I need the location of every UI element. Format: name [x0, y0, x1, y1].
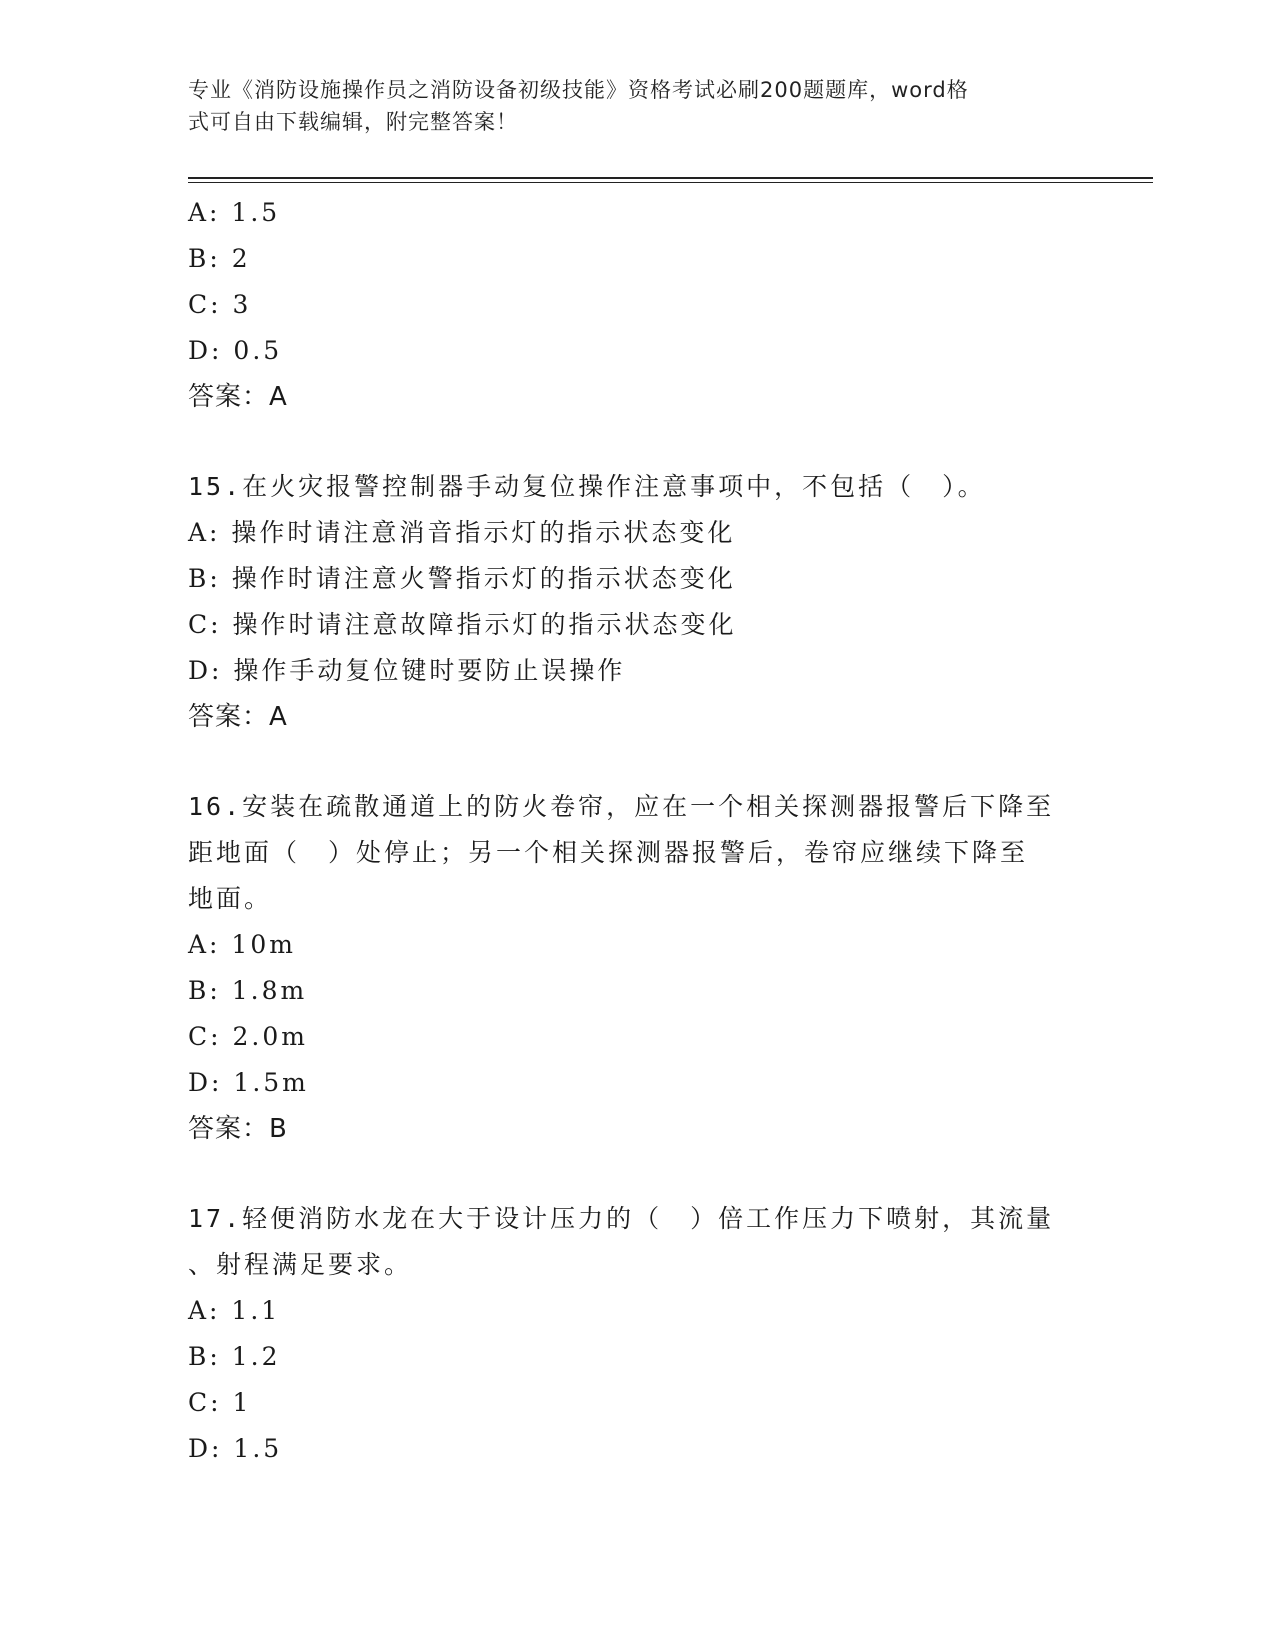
question-14-option-d: D: 0.5	[188, 336, 283, 365]
question-15-option-b: B: 操作时请注意火警指示灯的指示状态变化	[188, 564, 736, 593]
question-17-option-d: D: 1.5	[188, 1434, 283, 1463]
question-16-stem-line-1: 16.安装在疏散通道上的防火卷帘，应在一个相关探测器报警后下降至	[188, 792, 1055, 821]
question-17-option-b: B: 1.2	[188, 1342, 281, 1371]
question-14-option-c: C: 3	[188, 290, 252, 319]
question-16-option-b: B: 1.8m	[188, 976, 308, 1005]
header-divider-thick	[188, 177, 1153, 179]
header-line-1: 专业《消防设施操作员之消防设备初级技能》资格考试必刷200题题库，word格	[188, 78, 969, 102]
spacer	[188, 740, 1088, 784]
question-17-stem-line-2: 、射程满足要求。	[188, 1250, 413, 1279]
question-15-option-d: D: 操作手动复位键时要防止误操作	[188, 656, 626, 685]
question-14-answer: 答案：A	[188, 382, 288, 412]
question-list	[188, 190, 1088, 1472]
question-15	[188, 464, 1088, 740]
document-header	[188, 74, 1068, 138]
spacer	[188, 420, 1088, 464]
question-16-answer: 答案：B	[188, 1114, 288, 1144]
question-15-option-a: A: 操作时请注意消音指示灯的指示状态变化	[188, 518, 736, 547]
question-15-answer: 答案：A	[188, 702, 288, 732]
header-line-2: 式可自由下载编辑，附完整答案！	[188, 110, 518, 134]
question-16-option-d: D: 1.5m	[188, 1068, 309, 1097]
question-15-stem: 15.在火灾报警控制器手动复位操作注意事项中，不包括（ ）。	[188, 472, 986, 501]
question-16-stem-line-3: 地面。	[188, 884, 273, 913]
question-16-stem-line-2: 距地面（ ）处停止；另一个相关探测器报警后，卷帘应继续下降至	[188, 838, 1029, 867]
question-14-option-b: B: 2	[188, 244, 251, 273]
question-17	[188, 1196, 1088, 1472]
question-16-option-a: A: 10m	[188, 930, 296, 959]
spacer	[188, 1152, 1088, 1196]
question-17-option-a: A: 1.1	[188, 1296, 281, 1325]
question-16-option-c: C: 2.0m	[188, 1022, 308, 1051]
question-14	[188, 190, 1088, 420]
question-15-option-c: C: 操作时请注意故障指示灯的指示状态变化	[188, 610, 737, 639]
question-14-option-a: A: 1.5	[188, 198, 281, 227]
question-16	[188, 784, 1088, 1152]
question-17-option-c: C: 1	[188, 1388, 252, 1417]
header-divider-thin	[188, 182, 1153, 183]
question-17-stem-line-1: 17.轻便消防水龙在大于设计压力的（ ）倍工作压力下喷射，其流量	[188, 1204, 1055, 1233]
